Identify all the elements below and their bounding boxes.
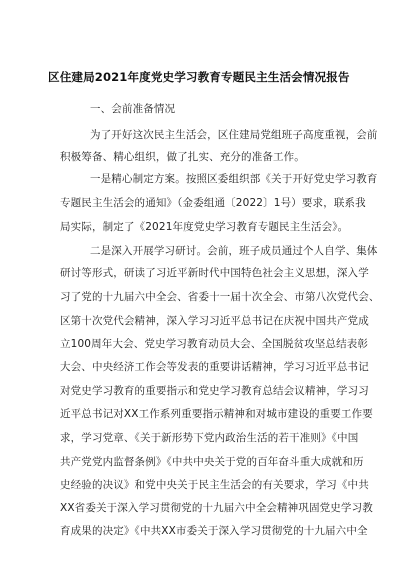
- paragraph-line: 二是深入开展学习研讨。会前，班子成员通过个人自学、集体: [90, 245, 378, 257]
- paragraph-line: 积极筹备、精心组织，做了扎实、充分的准备工作。: [60, 151, 305, 163]
- paragraph-line: 为了开好这次民主生活会，区住建局党组班子高度重视，会前: [90, 129, 378, 141]
- paragraph-line: 立100周年大会、党史学习教育动员大会、全国脱贫攻坚总结表彰: [60, 338, 369, 350]
- paragraph-line: 专题民主生活会的通知》（金委组通〔2022〕1号）要求，联系我: [60, 197, 366, 209]
- paragraph-line: XX省委关于深入学习贯彻党的十九届六中全会精神巩固党史学习教: [60, 502, 373, 514]
- paragraph-line: 近平总书记对XX工作系列重要指示精神和对城市建设的重要工作要: [60, 408, 373, 420]
- paragraph-line: 育成果的决定》《中共XX市委关于深入学习贯彻党的十九届六中全: [60, 525, 368, 537]
- paragraph-line: 研讨等形式，研读了习近平新时代中国特色社会主义思想，深入学: [60, 267, 369, 279]
- paragraph-line: 局实际，制定了《2021年度党史学习教育专题民主生活会》。: [60, 221, 349, 233]
- paragraph-line: 史经验的决议》和党中央关于民主生活会的有关要求，学习《中共: [60, 479, 369, 491]
- paragraph-line: 对党史学习教育的重要指示和党史学习教育总结会议精神，学习习: [60, 385, 369, 397]
- section-heading-preparation: 一、会前准备情况: [90, 103, 176, 115]
- paragraph-line: 共产党党内监督条例》《中共中央关于党的百年奋斗重大成就和历: [60, 456, 364, 468]
- paragraph-line: 区第十次党代会精神，深入学习习近平总书记在庆祝中国共产党成: [60, 315, 369, 327]
- paragraph-line: 求，学习党章、《关于新形势下党内政治生活的若干准则》《中国: [60, 432, 359, 444]
- document-title: 区住建局2021年度党史学习教育专题民主生活会情况报告: [48, 70, 350, 84]
- paragraph-line: 习了党的十九届六中全会、省委十一届十次全会、市第八次党代会、: [60, 291, 380, 303]
- paragraph-line: 一是精心制定方案。按照区委组织部《关于开好党史学习教育: [90, 173, 378, 185]
- paragraph-line: 大会、中央经济工作会等发表的重要讲话精神，学习习近平总书记: [60, 361, 369, 373]
